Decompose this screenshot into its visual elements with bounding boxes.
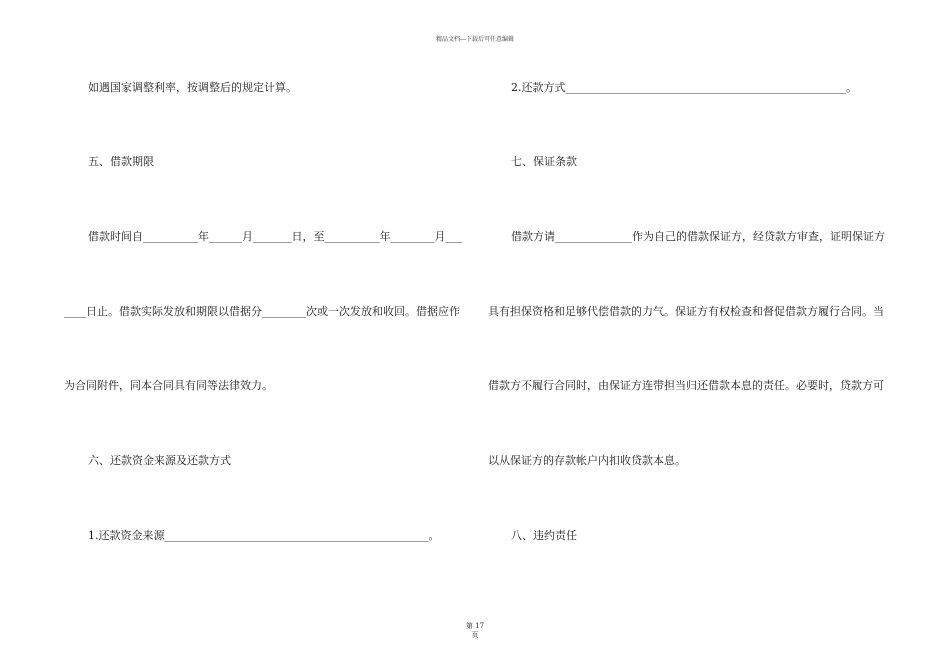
page-header: 精品文档---下载后可任意编辑 xyxy=(435,36,515,43)
right-line-1: 2.还款方式___________________________________________________。 xyxy=(511,81,857,94)
left-line-7: 1.还款资金来源________________________________________________。 xyxy=(88,529,440,542)
left-line-3: 借款时间自__________年______月_______日，至__________年________月___ xyxy=(88,230,462,243)
section-heading-5: 五、借款期限 xyxy=(88,155,154,168)
left-line-1: 如遇国家调整利率，按调整后的规定计算。 xyxy=(88,81,297,94)
section-heading-6: 六、还款资金来源及还款方式 xyxy=(88,454,231,467)
right-line-4: 具有担保资格和足够代偿借款的力气。保证方有权检查和督促借款方履行合同。当 xyxy=(488,305,884,318)
section-heading-8: 八、违约责任 xyxy=(511,529,577,542)
page-number xyxy=(0,622,950,640)
page-suffix: 页 xyxy=(471,631,479,639)
page-prefix: 第 xyxy=(465,622,473,630)
right-line-5: 借款方不履行合同时，由保证方连带担当归还借款本息的责任。必要时，贷款方可 xyxy=(488,379,884,392)
left-line-4: ____日止。借款实际发放和期限以借据分________次或一次发放和收回。借据应作 xyxy=(64,305,460,318)
right-line-6: 以从保证方的存款帐户内扣收贷款本息。 xyxy=(488,454,686,467)
right-line-3: 借款方请______________作为自己的借款保证方，经贷款方审查，证明保证方 xyxy=(511,230,885,243)
section-heading-7: 七、保证条款 xyxy=(511,155,577,168)
left-line-5: 为合同附件，同本合同具有同等法律效力。 xyxy=(64,379,273,392)
page-number-value: 17 xyxy=(475,622,485,630)
